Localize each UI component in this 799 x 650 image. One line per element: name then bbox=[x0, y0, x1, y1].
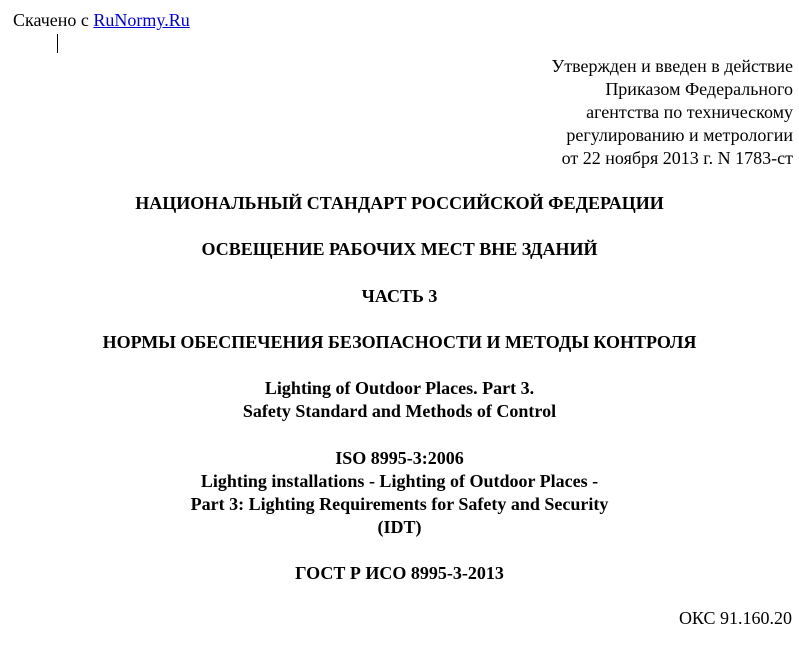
source-line bbox=[13, 9, 190, 31]
standard-type-heading: НАЦИОНАЛЬНЫЙ СТАНДАРТ РОССИЙСКОЙ ФЕДЕРАЦИИ bbox=[135, 193, 664, 213]
english-title bbox=[0, 377, 799, 423]
english-title-line: Safety Standard and Methods of Control bbox=[242, 401, 557, 421]
approval-line: от 22 ноября 2013 г. N 1783-ст bbox=[561, 148, 793, 168]
oks-code: ОКС 91.160.20 bbox=[678, 608, 792, 628]
part-heading: ЧАСТЬ 3 bbox=[361, 286, 438, 306]
iso-mark: (IDT) bbox=[377, 517, 422, 537]
iso-block bbox=[0, 447, 799, 539]
main-title: ОСВЕЩЕНИЕ РАБОЧИХ МЕСТ ВНЕ ЗДАНИЙ bbox=[201, 239, 598, 259]
iso-title-line: Lighting installations - Lighting of Outdoor Places - bbox=[200, 471, 599, 491]
approval-line: агентства по техническому bbox=[586, 102, 793, 122]
gost-number: ГОСТ Р ИСО 8995-3-2013 bbox=[295, 563, 504, 583]
iso-code: ISO 8995-3:2006 bbox=[335, 448, 464, 468]
approval-block bbox=[551, 55, 793, 170]
text-cursor bbox=[57, 34, 58, 53]
approval-line: Приказом Федерального bbox=[605, 79, 793, 99]
approval-line: Утвержден и введен в действие bbox=[551, 56, 793, 76]
iso-title-line: Part 3: Lighting Requirements for Safety and Security bbox=[190, 494, 609, 514]
approval-line: регулированию и метрологии bbox=[566, 125, 793, 145]
english-title-line: Lighting of Outdoor Places. Part 3. bbox=[264, 378, 535, 398]
source-prefix: Скачено с bbox=[13, 10, 94, 30]
subtitle: НОРМЫ ОБЕСПЕЧЕНИЯ БЕЗОПАСНОСТИ И МЕТОДЫ КОНТРОЛЯ bbox=[102, 332, 697, 352]
source-link[interactable]: RuNormy.Ru bbox=[93, 10, 190, 30]
